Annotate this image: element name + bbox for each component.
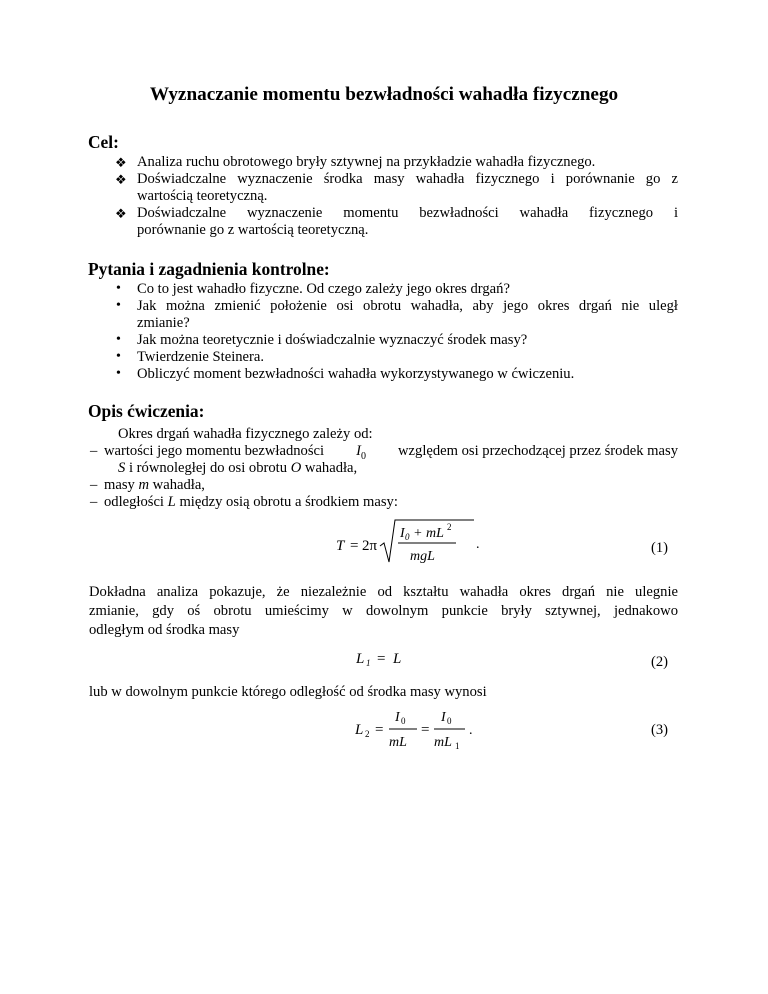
equation-3	[355, 704, 485, 754]
svg-text:mL: mL	[389, 735, 407, 750]
diamond-bullet-icon: ❖	[115, 155, 127, 170]
svg-text:=: =	[350, 538, 359, 554]
svg-text:2π: 2π	[362, 538, 378, 554]
paragraph-1-line-3: odległym od środka masy	[89, 622, 240, 638]
svg-text:2: 2	[365, 729, 370, 739]
svg-text:2: 2	[447, 522, 452, 532]
question-item-2-line-1: Jak można zmienić położenie osi obrotu wahadła, aby jego okres drgań nie uległ	[137, 298, 678, 314]
svg-text:=: =	[375, 722, 384, 738]
svg-text:L: L	[393, 651, 402, 667]
mass-symbol: m	[138, 477, 150, 493]
diamond-bullet-icon: ❖	[115, 172, 127, 187]
goal-item-2-line-1: Doświadczalne wyznaczenie środka masy wahadła fizycznego i porównanie go z	[137, 171, 678, 187]
svg-text:0: 0	[401, 716, 406, 726]
svg-text:L: L	[356, 651, 365, 667]
question-item-4: Twierdzenie Steinera.	[137, 349, 265, 365]
question-item-3: Jak można teoretycznie i doświadczalnie wyznaczyć środek masy?	[137, 332, 528, 348]
paragraph-2: lub w dowolnym punkcie którego odległość od środka masy wynosi	[89, 684, 487, 700]
svg-text:mL: mL	[426, 526, 444, 541]
question-item-2-line-2: zmianie?	[137, 315, 190, 331]
bullet-dot-icon: •	[116, 298, 121, 313]
goal-item-3-line-2: porównanie go z wartością teoretyczną.	[137, 222, 369, 238]
svg-text:+: +	[414, 526, 422, 541]
dash-bullet-icon: –	[90, 494, 98, 510]
distance-symbol: L	[167, 494, 176, 510]
svg-text:I: I	[395, 710, 400, 725]
moment-symbol: I	[356, 443, 361, 459]
svg-text:=: =	[421, 722, 430, 738]
dependency-2-text-b: wahadła,	[152, 477, 205, 493]
dependency-3-text-b: między osią obrotu a środkiem masy:	[179, 494, 398, 510]
svg-text:mL: mL	[434, 735, 452, 750]
equation-2	[356, 645, 416, 671]
description-intro: Okres drgań wahadła fizycznego zależy od:	[118, 426, 373, 442]
bullet-dot-icon: •	[116, 366, 121, 381]
dependency-1-text-b: względem osi przechodzącej przez środek masy	[398, 443, 678, 459]
dependency-1-line-2	[118, 460, 357, 477]
svg-text:0: 0	[405, 532, 410, 542]
description-heading: Opis ćwiczenia:	[88, 401, 205, 421]
center-mass-symbol: S	[118, 460, 126, 476]
paragraph-1-line-2: zmianie, gdy oś obrotu umieścimy w dowolnym punkcie bryły sztywnej, jednakowo	[89, 603, 678, 619]
question-item-1: Co to jest wahadło fizyczne. Od czego zależy jego okres drgań?	[137, 281, 510, 297]
svg-text:I: I	[400, 526, 405, 541]
paragraph-1-line-1: Dokładna analiza pokazuje, że niezależnie od kształtu wahadła okres drgań nie ulegnie	[89, 584, 678, 600]
svg-text:T: T	[336, 538, 345, 554]
questions-heading: Pytania i zagadnienia kontrolne:	[88, 259, 330, 279]
equation-3-number: (3)	[651, 722, 669, 738]
page-title: Wyznaczanie momentu bezwładności wahadła fizycznego	[149, 84, 619, 105]
svg-text:mgL: mgL	[410, 549, 435, 564]
question-item-5: Obliczyć moment bezwładności wahadła wykorzystywanego w ćwiczeniu.	[137, 366, 575, 382]
equation-1-number: (1)	[651, 540, 669, 556]
svg-text:.: .	[476, 537, 480, 552]
svg-text:.: .	[469, 723, 473, 738]
dependency-1-symbol	[356, 443, 366, 465]
equation-2-number: (2)	[651, 654, 669, 670]
dependency-3	[104, 494, 398, 511]
goal-heading: Cel:	[88, 132, 119, 152]
diamond-bullet-icon: ❖	[115, 206, 127, 221]
dash-bullet-icon: –	[90, 443, 98, 459]
svg-text:1: 1	[455, 741, 460, 751]
bullet-dot-icon: •	[116, 332, 121, 347]
goal-item-2-line-2: wartością teoretyczną.	[137, 188, 268, 204]
dependency-1-text-c: i równoległej do osi obrotu	[128, 460, 288, 476]
dependency-3-text-a: odległości	[104, 494, 164, 510]
svg-text:I: I	[441, 710, 446, 725]
bullet-dot-icon: •	[116, 349, 121, 364]
dependency-2-text-a: masy	[104, 477, 135, 493]
axis-symbol: O	[290, 460, 302, 476]
svg-text:0: 0	[447, 716, 452, 726]
goal-item-3-line-1: Doświadczalne wyznaczenie momentu bezwładności wahadła fizycznego i	[137, 205, 678, 221]
svg-text:L: L	[355, 722, 364, 738]
svg-text:=: =	[377, 651, 386, 667]
moment-subscript: 0	[360, 450, 366, 462]
bullet-dot-icon: •	[116, 281, 121, 296]
dependency-2	[104, 477, 205, 494]
dash-bullet-icon: –	[90, 477, 98, 493]
dependency-1-text-a: wartości jego momentu bezwładności	[104, 443, 325, 459]
goal-item-1: Analiza ruchu obrotowego bryły sztywnej na przykładzie wahadła fizycznego.	[137, 154, 596, 170]
equation-1	[336, 518, 486, 568]
dependency-1-text-d: wahadła,	[304, 460, 358, 476]
svg-text:1: 1	[366, 658, 371, 668]
